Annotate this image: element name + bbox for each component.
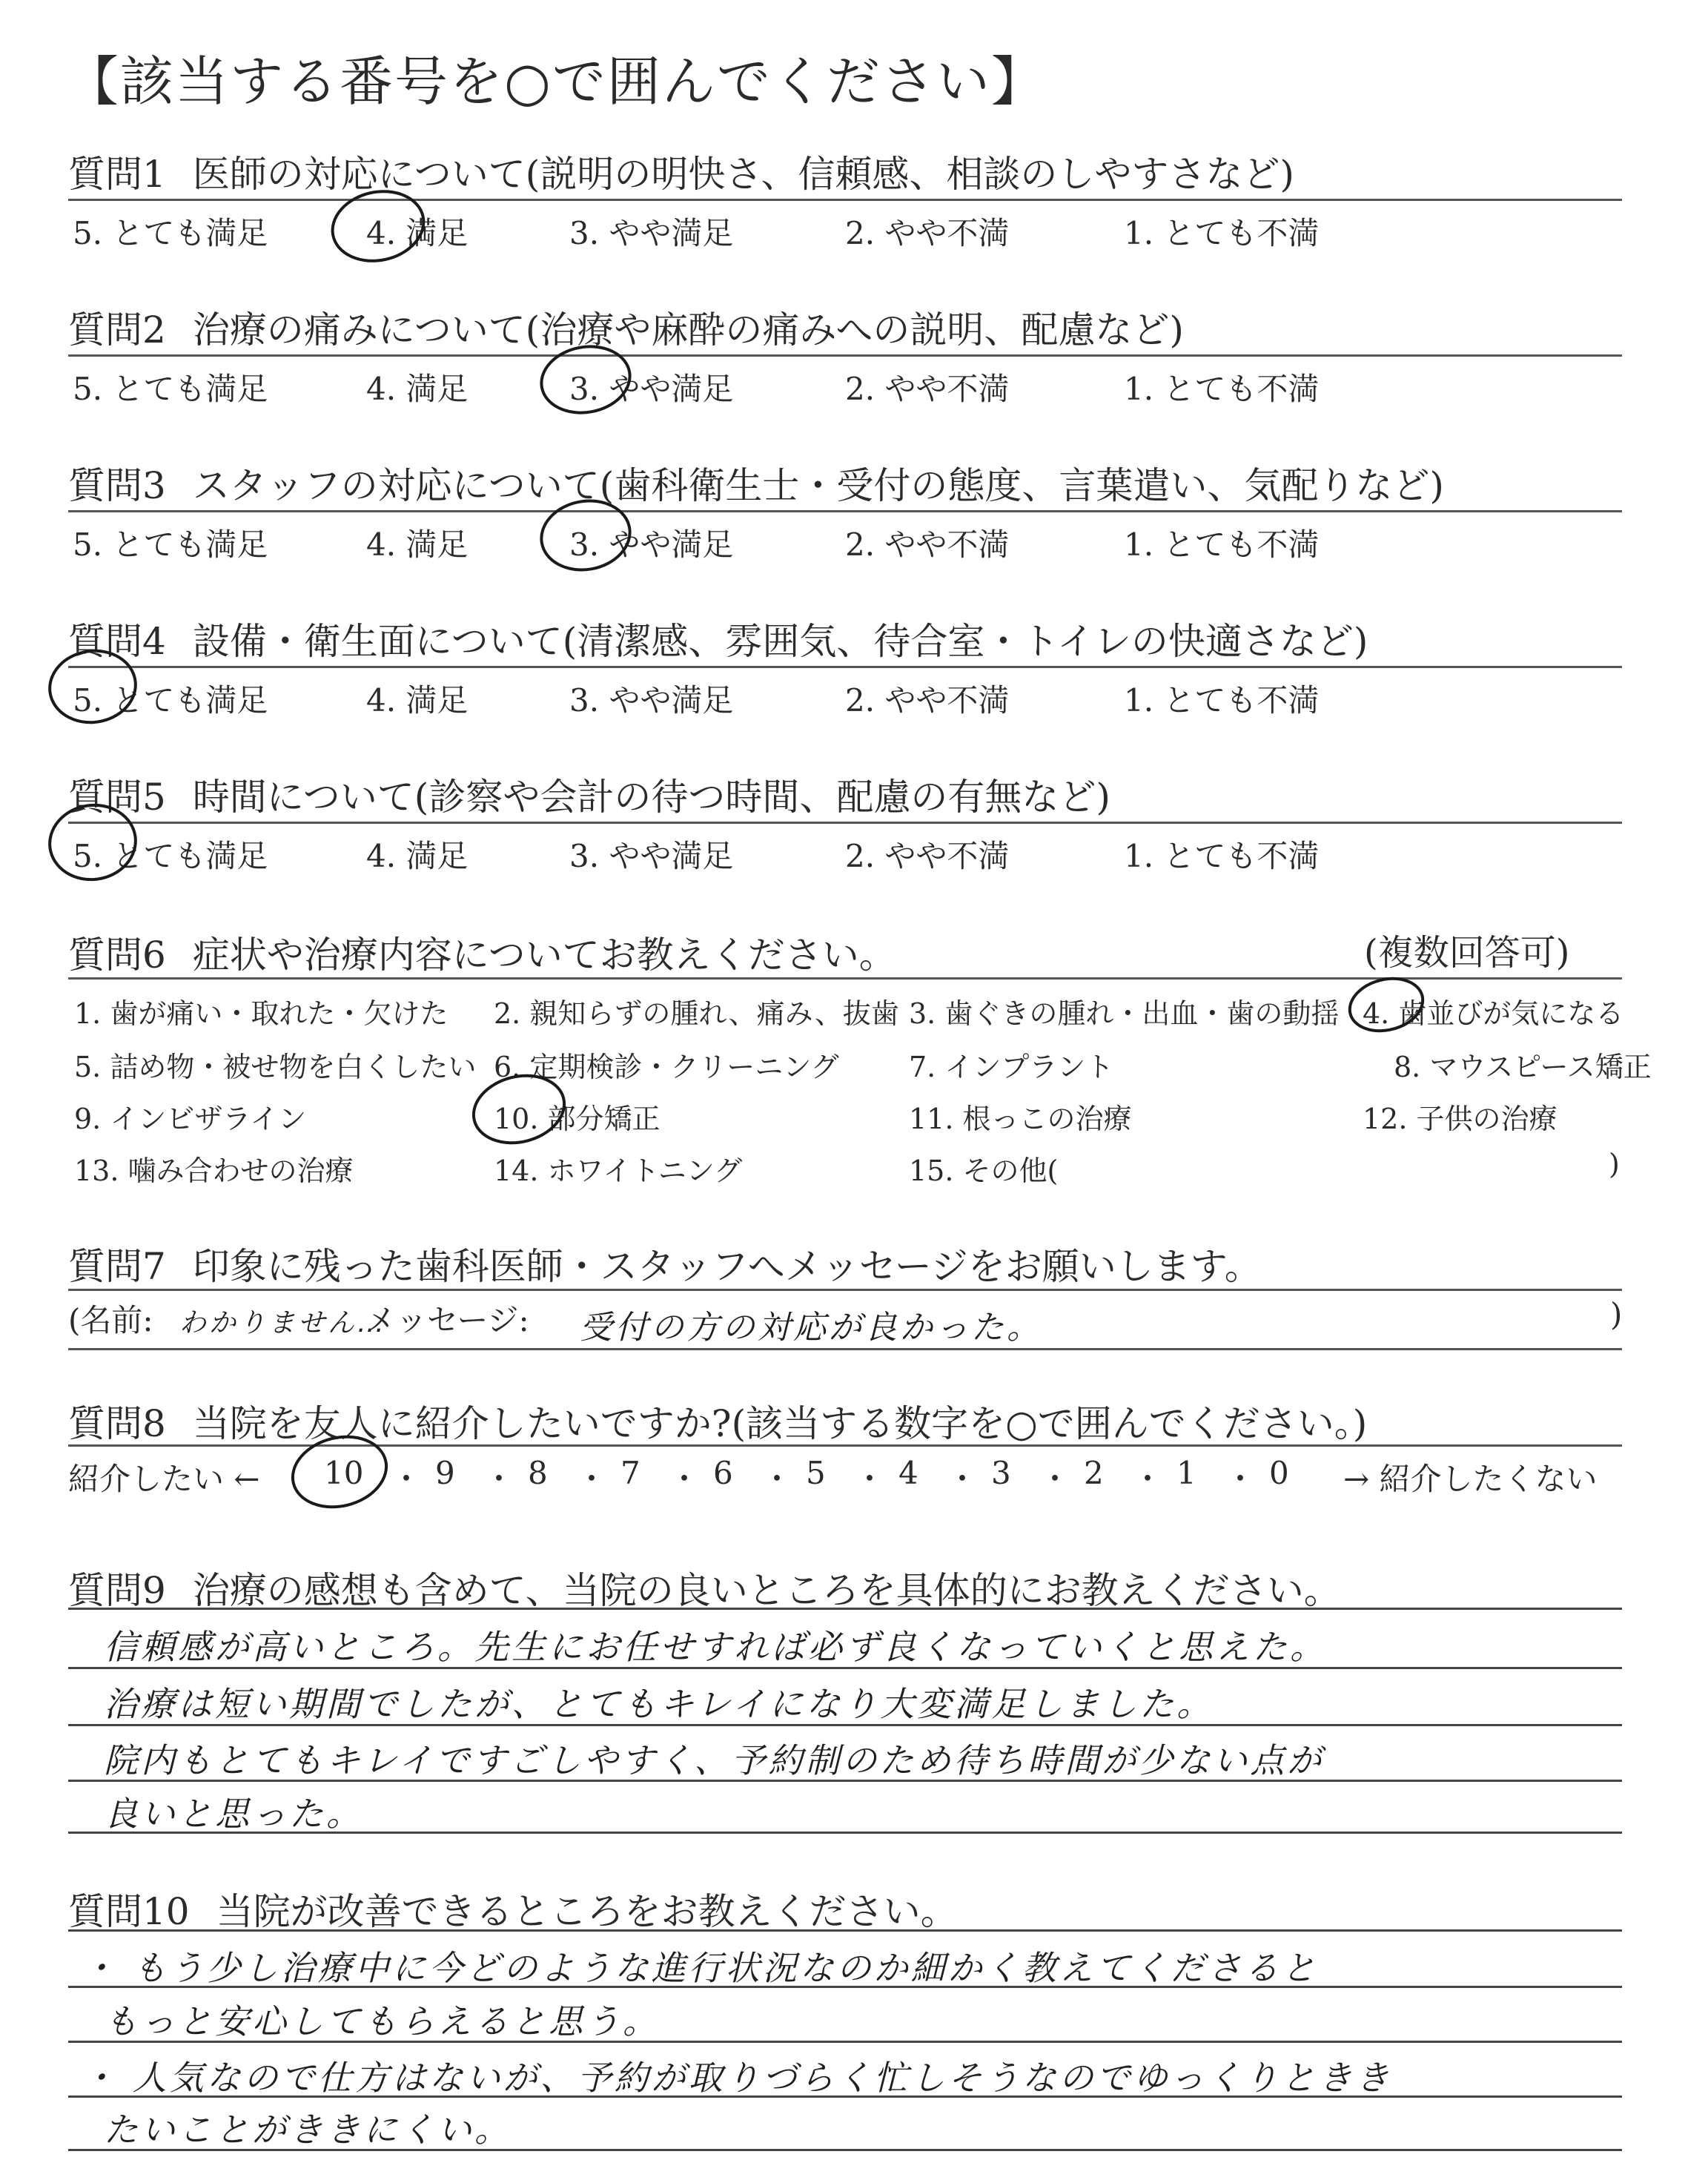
question-number: 質問1	[68, 153, 166, 196]
scale-8[interactable]: 8	[528, 1455, 548, 1491]
q9-answer-line-4[interactable]: 良いと思った。	[104, 1794, 363, 1834]
option-1[interactable]: 1. とても不満	[1124, 215, 1320, 251]
message-row	[68, 1296, 1625, 1348]
option-4[interactable]: 4. 満足	[366, 371, 469, 407]
option-4[interactable]: 4. 満足	[366, 526, 469, 563]
question-text: 時間について(診察や会計の待つ時間、配慮の有無など)	[192, 776, 1110, 819]
option-3[interactable]: 3. やや満足	[569, 371, 734, 407]
question-text: 設備・衛生面について(清潔感、雰囲気、待合室・トイレの快適さなど)	[192, 620, 1368, 663]
question-number: 質問7	[68, 1245, 166, 1288]
question-text: 治療の痛みについて(治療や麻酔の痛みへの説明、配慮など)	[192, 308, 1184, 351]
scale-2[interactable]: 2	[1084, 1455, 1104, 1491]
option-3[interactable]: 3. やや満足	[569, 838, 734, 874]
scale-7[interactable]: 7	[620, 1455, 640, 1491]
option-2[interactable]: 2. やや不満	[845, 526, 1010, 563]
question-7-heading	[68, 1237, 1262, 1290]
answer-line	[68, 1986, 1622, 1988]
scale-10[interactable]: 10	[324, 1455, 364, 1491]
question-8-heading	[68, 1394, 1367, 1447]
divider	[68, 666, 1622, 668]
answer-line	[68, 1608, 1622, 1610]
divider	[68, 510, 1622, 512]
option-1[interactable]: 1. とても不満	[1124, 526, 1320, 563]
question-number: 質問3	[68, 464, 166, 507]
question-2-heading	[68, 300, 1184, 354]
scale-5[interactable]: 5	[806, 1455, 826, 1491]
scale-right-label: → 紹介したくない	[1343, 1461, 1598, 1497]
divider	[68, 1289, 1622, 1291]
scale-3[interactable]: 3	[991, 1455, 1011, 1491]
scale-6[interactable]: 6	[713, 1455, 733, 1491]
question-number: 質問5	[68, 776, 166, 819]
divider	[68, 354, 1622, 357]
q6-option-9[interactable]: 9. インビザライン	[74, 1103, 307, 1135]
answer-line	[68, 2149, 1622, 2151]
answer-line	[68, 1780, 1622, 1782]
q6-option-14[interactable]: 14. ホワイトニング	[494, 1155, 743, 1187]
question-text: 症状や治療内容についてお教えください。	[192, 934, 896, 977]
answer-line	[68, 2041, 1622, 2043]
page-title: 【該当する番号を○で囲んでください】	[65, 50, 1046, 113]
option-3[interactable]: 3. やや満足	[569, 215, 734, 251]
option-3[interactable]: 3. やや満足	[569, 682, 734, 719]
multiple-answers-note: (複数回答可)	[1364, 932, 1570, 974]
option-5[interactable]: 5. とても満足	[73, 371, 268, 407]
scale-left-label: 紹介したい ←	[68, 1461, 260, 1497]
option-5[interactable]: 5. とても満足	[73, 526, 268, 563]
q6-option-4[interactable]: 4. 歯並びが気になる	[1363, 997, 1624, 1030]
option-4[interactable]: 4. 満足	[366, 215, 469, 251]
option-2[interactable]: 2. やや不満	[845, 371, 1010, 407]
q6-option-12[interactable]: 12. 子供の治療	[1363, 1103, 1558, 1135]
question-text: スタッフの対応について(歯科衛生士・受付の態度、言葉遣い、気配りなど)	[192, 464, 1444, 507]
name-label: (名前:	[68, 1302, 153, 1338]
answer-line	[68, 1667, 1622, 1669]
q9-answer-line-2[interactable]: 治療は短い期間でしたが、とてもキレイになり大変満足しました。	[104, 1684, 1214, 1724]
option-4[interactable]: 4. 満足	[366, 682, 469, 719]
question-9-heading	[68, 1561, 1341, 1614]
name-value[interactable]: わかりません…	[179, 1308, 388, 1338]
message-close: )	[1610, 1296, 1623, 1332]
option-1[interactable]: 1. とても不満	[1124, 682, 1320, 719]
question-number: 質問8	[68, 1402, 166, 1445]
option-1[interactable]: 1. とても不満	[1124, 371, 1320, 407]
q6-other-close: )	[1609, 1148, 1620, 1180]
q9-answer-line-3[interactable]: 院内もとてもキレイですごしやすく、予約制のため待ち時間が少ない点が	[104, 1740, 1325, 1780]
q6-option-6[interactable]: 6. 定期検診・クリーニング	[494, 1051, 839, 1083]
answer-line	[68, 1929, 1622, 1932]
question-text: 医師の対応について(説明の明快さ、信頼感、相談のしやすさなど)	[192, 153, 1294, 196]
q10-answer-line-3[interactable]: ・ 人気なので仕方はないが、予約が取りづらく忙しそうなのでゆっくりときき	[82, 2058, 1393, 2098]
q6-option-2[interactable]: 2. 親知らずの腫れ、痛み、抜歯	[494, 997, 899, 1030]
question-10-heading	[68, 1882, 958, 1935]
scale-0[interactable]: 0	[1269, 1455, 1289, 1491]
question-text: 当院が改善できるところをお教えください。	[216, 1890, 958, 1933]
q6-option-7[interactable]: 7. インプラント	[909, 1051, 1114, 1083]
option-5[interactable]: 5. とても満足	[73, 838, 268, 874]
question-text: 治療の感想も含めて、当院の良いところを具体的にお教えください。	[192, 1569, 1341, 1612]
option-5[interactable]: 5. とても満足	[73, 682, 268, 719]
q6-option-3[interactable]: 3. 歯ぐきの腫れ・出血・歯の動揺	[909, 997, 1340, 1030]
message-value[interactable]: 受付の方の対応が良かった。	[580, 1309, 1042, 1347]
option-4[interactable]: 4. 満足	[366, 838, 469, 874]
answer-line	[68, 1832, 1622, 1834]
scale-4[interactable]: 4	[898, 1455, 918, 1491]
scale-9[interactable]: 9	[435, 1455, 455, 1491]
question-text: 当院を友人に紹介したいですか?(該当する数字を○で囲んでください。)	[192, 1402, 1368, 1445]
question-number: 質問10	[68, 1890, 190, 1933]
scale-1[interactable]: 1	[1176, 1455, 1196, 1491]
answer-line	[68, 2095, 1622, 2098]
q6-option-10[interactable]: 10. 部分矯正	[494, 1103, 661, 1135]
option-2[interactable]: 2. やや不満	[845, 838, 1010, 874]
question-3-heading	[68, 456, 1444, 509]
option-1[interactable]: 1. とても不満	[1124, 838, 1320, 874]
question-number: 質問9	[68, 1569, 166, 1612]
divider	[68, 977, 1622, 980]
q6-option-8[interactable]: 8. マウスピース矯正	[1394, 1051, 1652, 1083]
question-number: 質問2	[68, 308, 166, 351]
question-number: 質問6	[68, 934, 166, 977]
question-text: 印象に残った歯科医師・スタッフへメッセージをお願いします。	[192, 1245, 1262, 1288]
recommend-scale: 紹介したい ← 10 ・ 9 ・ 8 ・ 7 ・ 6 ・ 5 ・ 4 ・ 3 ・ 2 ・ 1 ・ 0 → 紹介したくない	[68, 1455, 1632, 1499]
q10-answer-line-4[interactable]: たいことがききにくい。	[104, 2110, 512, 2150]
q6-option-15[interactable]: 15. その他(	[909, 1155, 1059, 1187]
divider	[68, 1444, 1622, 1447]
q6-option-5[interactable]: 5. 詰め物・被せ物を白くしたい	[74, 1051, 477, 1083]
question-6-heading	[68, 925, 896, 979]
q6-option-11[interactable]: 11. 根っこの治療	[909, 1103, 1132, 1135]
question-5-heading	[68, 767, 1110, 821]
q9-answer-line-1[interactable]: 信頼感が高いところ。先生にお任せすれば必ず良くなっていくと思えた。	[104, 1627, 1327, 1667]
divider	[68, 199, 1622, 201]
divider	[68, 822, 1622, 824]
q6-option-13[interactable]: 13. 噛み合わせの治療	[74, 1155, 354, 1187]
question-number: 質問4	[68, 620, 166, 663]
option-5[interactable]: 5. とても満足	[73, 215, 268, 251]
option-2[interactable]: 2. やや不満	[845, 682, 1010, 719]
divider	[68, 1348, 1622, 1350]
option-2[interactable]: 2. やや不満	[845, 215, 1010, 251]
q10-answer-line-1[interactable]: ・ もう少し治療中に今どのような進行状況なのか細かく教えてくださると	[82, 1948, 1319, 1988]
answer-line	[68, 1724, 1622, 1726]
option-3[interactable]: 3. やや満足	[569, 526, 734, 563]
question-4-heading	[68, 612, 1368, 665]
q6-option-1[interactable]: 1. 歯が痛い・取れた・欠けた	[74, 997, 448, 1030]
question-1-heading	[68, 145, 1294, 198]
q10-answer-line-2[interactable]: もっと安心してもらえると思う。	[104, 2001, 660, 2041]
message-label: メッセージ:	[365, 1302, 529, 1338]
